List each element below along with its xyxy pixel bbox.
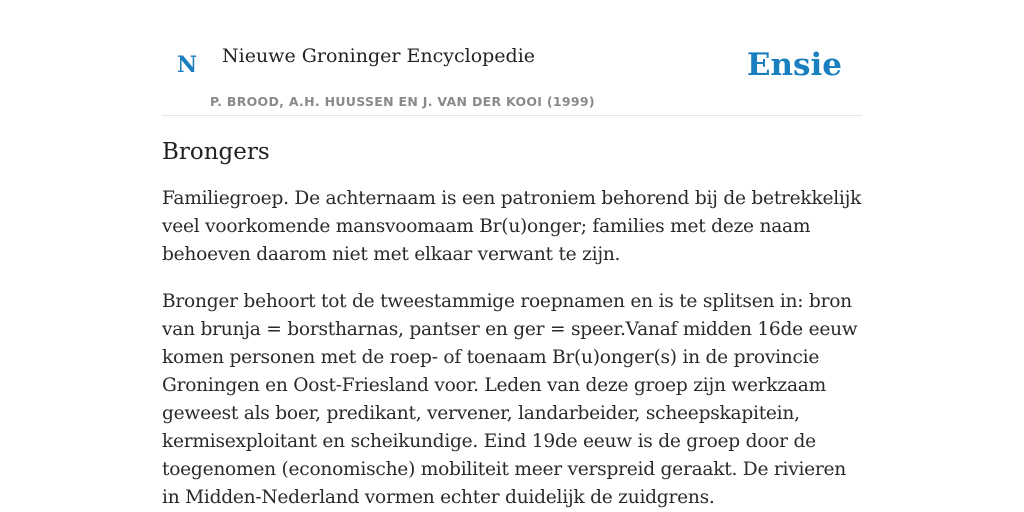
encyclopedia-logo[interactable]: N xyxy=(177,52,198,78)
article-title: Brongers xyxy=(162,139,270,165)
header xyxy=(162,0,862,116)
encyclopedia-title[interactable]: Nieuwe Groninger Encyclopedie xyxy=(222,45,536,67)
article-paragraph: Familiegroep. De achternaam is een patroniem behorend bij de betrekkelijk veel voorkomende mansvoomaam Br(u)onger; families met deze naam behoeven daarom niet met elkaar verwant te zijn. xyxy=(162,187,862,265)
authors-line: P. BROOD, A.H. HUUSSEN EN J. VAN DER KOOI (1999) xyxy=(210,94,595,109)
article xyxy=(162,138,862,512)
ensie-brand-link[interactable]: Ensie xyxy=(746,47,842,83)
article-paragraph: Bronger behoort tot de tweestammige roepnamen en is te splitsen in: bron van brunja = borstharnas, pantser en ger = speer.Vanaf midden 16de eeuw komen personen met de roep- of toenaam Br(u)onger(s) in de provincie Groningen en Oost-Friesland voor. Leden van deze groep zijn werkzaam geweest als boer, predikant, vervener, landarbeider, scheepskapitein, kermisexploitant en scheikundige. Eind 19de eeuw is de groep door de toegenomen (economische) mobiliteit meer verspreid geraakt. De rivieren in Midden-Nederland vormen echter duidelijk de zuidgrens. xyxy=(162,290,858,508)
